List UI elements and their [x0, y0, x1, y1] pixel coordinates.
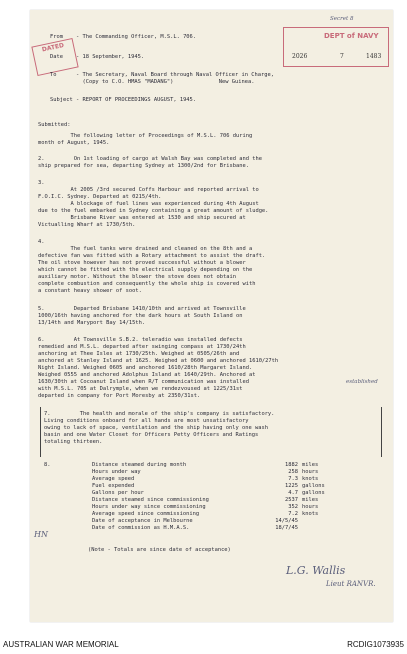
statistic-value: 352 — [288, 504, 298, 510]
statistic-value: 18/7/45 — [275, 525, 298, 531]
statistic-value: 1882 — [285, 462, 298, 468]
statistic-unit: miles — [302, 462, 319, 468]
from-line: From - The Commanding Officer, M.S.L. 706. — [50, 34, 197, 40]
statistic-label: Average speed — [92, 476, 135, 482]
signature-rank: Lieut RANVR. — [326, 580, 376, 588]
statistic-unit: hours — [302, 504, 319, 510]
statistics-row — [92, 469, 382, 476]
para-4-line-6: complete combustion and consequently the whole ship is covered with — [38, 281, 256, 287]
to-line-1: To - The Secretary, Naval Board through Naval Officer in Charge, — [50, 72, 274, 78]
registry-number-2: 7 — [340, 53, 344, 60]
statistic-label: Distance steamed during month — [92, 462, 187, 468]
para-3-line-4: due to the fuel embarked in Sydney containing a great amount of sludge. — [38, 208, 269, 214]
para-6-line-8: with M.S.L. 705 at Dalrymple, when we rendezvoused at 1225/31st — [38, 386, 243, 392]
statistic-unit: miles — [302, 497, 319, 503]
para-1-line-2: month of August, 1945. — [38, 140, 110, 146]
document-page — [30, 10, 393, 622]
para-7-line-4: basin and one Water Closet for Officers Petty Officers and Ratings — [44, 432, 259, 438]
para-6-line-3: anchoring at Thee Isles at 1730/25th. Weighed at 0505/26th and — [38, 351, 240, 357]
para-7-line-3: owing to lack of space, ventilation and the ship having only one wash — [44, 425, 268, 431]
para-2-line-2: ship prepared for sea, departing Sydney at 1300/2nd for Brisbane. — [38, 163, 249, 169]
para-7-line-2: Living conditions onboard for all hands are most unsatisfactory — [44, 418, 249, 424]
statistic-label: Average speed since commissioning — [92, 511, 200, 517]
para-3-line-6: Victualling Wharf at 1730/5th. — [38, 222, 136, 228]
para-5-line-1: 5. Departed Brisbane 1410/10th and arrived at Townsville — [38, 306, 246, 312]
statistic-label: Fuel expended — [92, 483, 135, 489]
para-6-line-6: Weighed 0555 and anchored Adolphus Island at 1640/29th. Anchored at — [38, 372, 256, 378]
para-5-line-2: 1000/16th having anchored for the dark hours at South Island on — [38, 313, 243, 319]
para-3-line-3: A blockage of fuel lines was experienced during 4th August — [38, 201, 259, 207]
para-4-line-1: The fuel tanks were drained and cleaned on the 8th and a — [38, 246, 253, 252]
statistic-label: Date of commission as H.M.A.S. — [92, 525, 190, 531]
statistic-label: Distance steamed since commissioning — [92, 497, 209, 503]
date-line: Date - 18 September, 1945. — [50, 54, 145, 60]
subject-line: Subject - REPORT OF PROCEEDINGS AUGUST, 1945. — [50, 97, 197, 103]
statistics-row — [92, 483, 382, 490]
statistic-unit: gallons — [302, 490, 325, 496]
statistic-value: 7.2 — [288, 511, 298, 517]
statistic-label: Hours under way since commissioning — [92, 504, 206, 510]
para-6-line-2: remedied and M.S.L. departed after swinging compass at 1730/24th — [38, 344, 246, 350]
registry-stamp-header: DEPT of NAVY — [324, 32, 379, 40]
para-6-line-4: anchored at Stanley Island at 1625. Weighed at 0600 and anchored 1610/27th — [38, 358, 279, 364]
para-6-line-7: 1630/30th at Cocoanut Island when R/T communication was installed — [38, 379, 249, 385]
statistic-value: 2537 — [285, 497, 298, 503]
statistics-row — [92, 518, 382, 525]
para-1-line-1: The following letter of Proceedings of M.S.L. 706 during — [38, 133, 253, 139]
archive-footer — [0, 636, 407, 652]
statistic-value: 7.3 — [288, 476, 298, 482]
para-4-line-4: which cannot be fitted with the electrical supply depending on the — [38, 267, 253, 273]
archive-reference: RCDIG1073935 — [347, 640, 404, 649]
para-2-line-1: 2. On 1st loading of cargo at Walsh Bay was completed and the — [38, 156, 262, 162]
statistic-unit: knots — [302, 511, 319, 517]
totals-note: (Note - Totals are since date of acceptance) — [88, 547, 231, 553]
statistics-row — [92, 504, 382, 511]
statistic-label: Date of acceptance in Melbourne — [92, 518, 193, 524]
handwritten-initials: HN — [34, 530, 48, 539]
dated-stamp-text: DATED — [41, 41, 65, 54]
corner-mark: Secret 8 — [330, 16, 354, 22]
para-3-line-2: F.O.I.C. Sydney. Departed at 0215/4th. — [38, 194, 162, 200]
registry-number-3: 1483 — [366, 53, 382, 60]
statistic-unit: knots — [302, 476, 319, 482]
para-3-line-5: Brisbane River was entered at 1530 and ship secured at — [38, 215, 246, 221]
para-8-number: 8. — [44, 462, 51, 468]
statistic-unit: hours — [302, 469, 319, 475]
para-4-line-7: a constant heavy shower of soot. — [38, 288, 142, 294]
para-7-line-1: 7. The health and morale of the ship's company is satisfactory. — [44, 411, 275, 417]
statistics-row — [92, 511, 382, 518]
statistic-value: 4.7 — [288, 490, 298, 496]
statistics-row — [92, 462, 382, 469]
handwritten-established: established — [346, 379, 378, 385]
registry-stamp — [283, 27, 389, 67]
para-6-line-1: 6. At Townsville S.B.2. teleradio was installed defects — [38, 337, 243, 343]
statistic-value: 14/5/45 — [275, 518, 298, 524]
para-4-number: 4. — [38, 239, 45, 245]
statistics-row — [92, 525, 382, 532]
para-5-line-3: 13/14th and Maryport Bay 14/15th. — [38, 320, 146, 326]
registry-number-1: 2026 — [292, 53, 308, 60]
archive-name: AUSTRALIAN WAR MEMORIAL — [3, 640, 119, 649]
para-6-line-5: Night Island. Weighed 0605 and anchored 1610/28th Margaret Island. — [38, 365, 253, 371]
para-6-line-9: departed in company for Port Moresby at 2350/31st. — [38, 393, 201, 399]
para-4-line-3: The oil stove however has not proved successful without a blower — [38, 260, 246, 266]
para-3-line-1: At 2005 /3rd secured Coffs Harbour and reported arrival to — [38, 187, 259, 193]
statistics-table — [92, 462, 382, 542]
statistic-unit: gallons — [302, 483, 325, 489]
submitted-label: Submitted: — [38, 122, 71, 128]
statistic-label: Gallons per hour — [92, 490, 144, 496]
statistics-row — [92, 490, 382, 497]
to-line-2: (Copy to C.O. HMAS "MADANG") New Guinea. — [50, 79, 255, 85]
para-3-number: 3. — [38, 180, 45, 186]
statistics-row — [92, 476, 382, 483]
statistic-label: Hours under way — [92, 469, 141, 475]
para-4-line-5: auxiliary motor. Without the blower the stove does not obtain — [38, 274, 236, 280]
signature: L.G. Wallis — [286, 564, 346, 577]
statistic-value: 258 — [288, 469, 298, 475]
para-4-line-2: defective fan was fitted with a Rotary attachment to assist the draft. — [38, 253, 266, 259]
statistic-value: 1225 — [285, 483, 298, 489]
para-7-line-5: totaling thirteen. — [44, 439, 103, 445]
statistics-row — [92, 497, 382, 504]
